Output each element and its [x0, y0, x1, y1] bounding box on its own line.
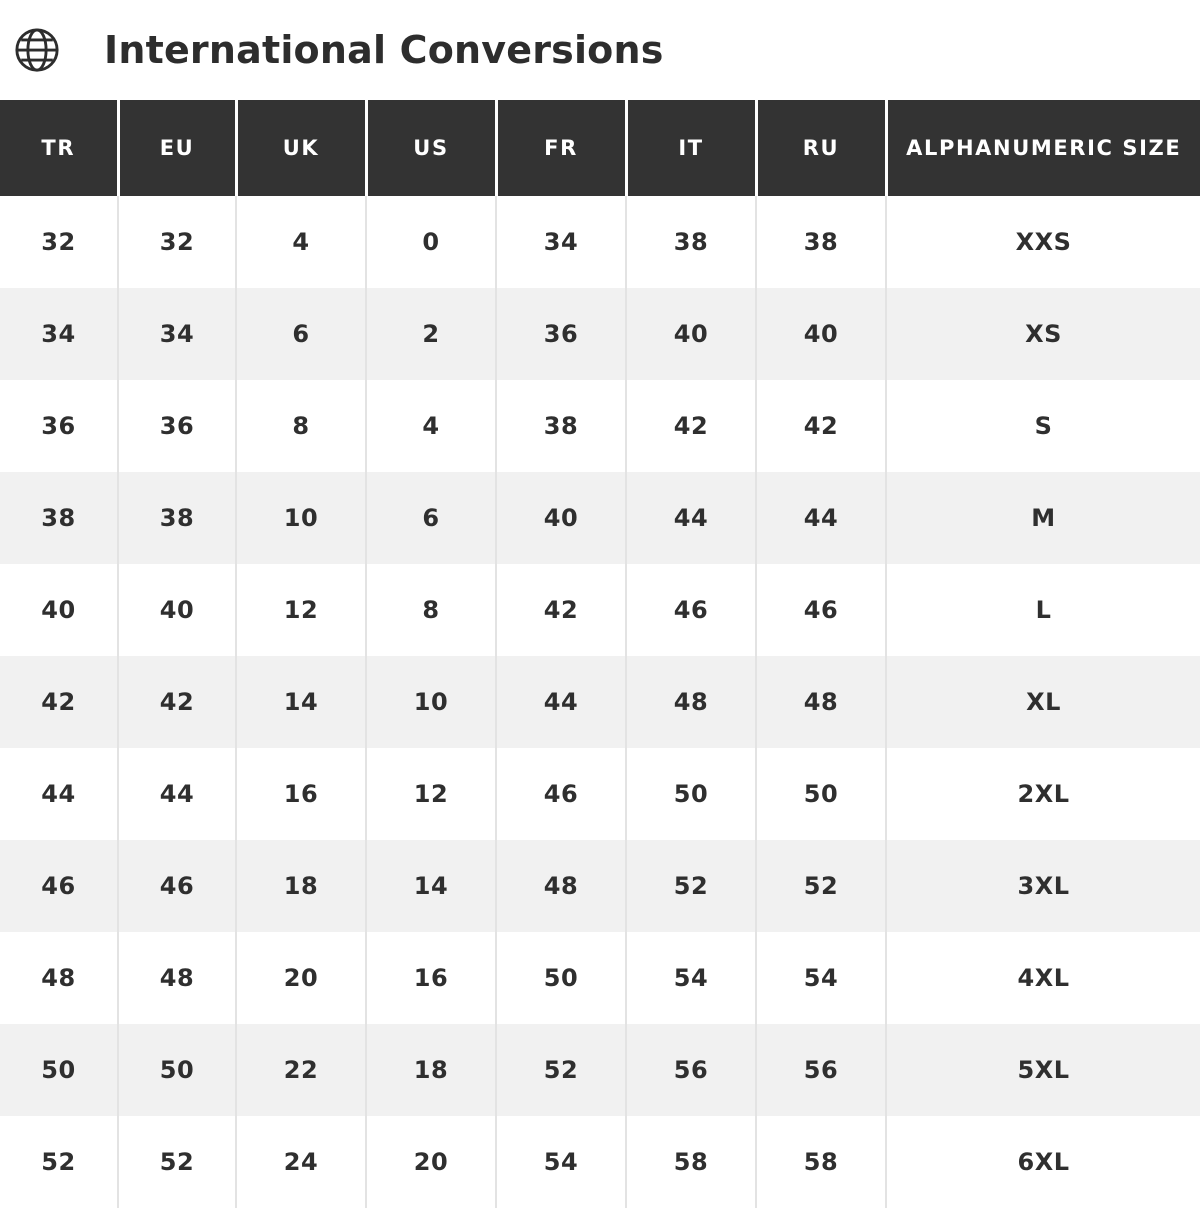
cell-fr: 50 [496, 932, 626, 1024]
cell-alphanumeric: XS [886, 288, 1200, 380]
column-header-tr: TR [0, 100, 118, 196]
cell-it: 56 [626, 1024, 756, 1116]
cell-uk: 14 [236, 656, 366, 748]
cell-eu: 38 [118, 472, 236, 564]
cell-ru: 38 [756, 196, 886, 288]
cell-tr: 48 [0, 932, 118, 1024]
cell-eu: 46 [118, 840, 236, 932]
cell-fr: 40 [496, 472, 626, 564]
cell-us: 6 [366, 472, 496, 564]
cell-uk: 10 [236, 472, 366, 564]
cell-tr: 36 [0, 380, 118, 472]
cell-tr: 46 [0, 840, 118, 932]
cell-ru: 58 [756, 1116, 886, 1208]
table-row [0, 564, 1200, 656]
cell-ru: 52 [756, 840, 886, 932]
cell-it: 52 [626, 840, 756, 932]
cell-fr: 46 [496, 748, 626, 840]
table-row [0, 380, 1200, 472]
table-body [0, 196, 1200, 1208]
table-row [0, 288, 1200, 380]
cell-us: 2 [366, 288, 496, 380]
cell-uk: 8 [236, 380, 366, 472]
cell-it: 58 [626, 1116, 756, 1208]
cell-eu: 36 [118, 380, 236, 472]
cell-tr: 42 [0, 656, 118, 748]
column-header-ru: RU [756, 100, 886, 196]
cell-ru: 42 [756, 380, 886, 472]
cell-eu: 40 [118, 564, 236, 656]
cell-it: 40 [626, 288, 756, 380]
cell-us: 20 [366, 1116, 496, 1208]
cell-us: 16 [366, 932, 496, 1024]
cell-uk: 6 [236, 288, 366, 380]
cell-uk: 20 [236, 932, 366, 1024]
cell-it: 54 [626, 932, 756, 1024]
table-row [0, 656, 1200, 748]
cell-tr: 40 [0, 564, 118, 656]
cell-uk: 18 [236, 840, 366, 932]
table-row [0, 1116, 1200, 1208]
cell-alphanumeric: 3XL [886, 840, 1200, 932]
cell-eu: 44 [118, 748, 236, 840]
cell-it: 44 [626, 472, 756, 564]
cell-eu: 42 [118, 656, 236, 748]
cell-alphanumeric: 4XL [886, 932, 1200, 1024]
cell-us: 4 [366, 380, 496, 472]
cell-fr: 44 [496, 656, 626, 748]
cell-eu: 34 [118, 288, 236, 380]
cell-alphanumeric: 2XL [886, 748, 1200, 840]
cell-uk: 24 [236, 1116, 366, 1208]
table-row [0, 1024, 1200, 1116]
table-row [0, 196, 1200, 288]
cell-eu: 50 [118, 1024, 236, 1116]
cell-ru: 44 [756, 472, 886, 564]
cell-uk: 22 [236, 1024, 366, 1116]
cell-ru: 48 [756, 656, 886, 748]
cell-alphanumeric: XL [886, 656, 1200, 748]
conversion-table [0, 100, 1200, 1208]
cell-fr: 54 [496, 1116, 626, 1208]
table-row [0, 932, 1200, 1024]
cell-it: 50 [626, 748, 756, 840]
cell-fr: 38 [496, 380, 626, 472]
cell-it: 42 [626, 380, 756, 472]
column-header-alphanumeric-size: ALPHANUMERIC SIZE [886, 100, 1200, 196]
cell-uk: 12 [236, 564, 366, 656]
cell-uk: 4 [236, 196, 366, 288]
cell-tr: 34 [0, 288, 118, 380]
column-header-us: US [366, 100, 496, 196]
cell-alphanumeric: XXS [886, 196, 1200, 288]
cell-us: 0 [366, 196, 496, 288]
page-header [0, 0, 1200, 100]
cell-tr: 38 [0, 472, 118, 564]
cell-tr: 52 [0, 1116, 118, 1208]
table-header-row [0, 100, 1200, 196]
column-header-it: IT [626, 100, 756, 196]
cell-us: 8 [366, 564, 496, 656]
cell-alphanumeric: 6XL [886, 1116, 1200, 1208]
cell-ru: 56 [756, 1024, 886, 1116]
cell-fr: 52 [496, 1024, 626, 1116]
page-title: International Conversions [104, 28, 664, 72]
cell-us: 12 [366, 748, 496, 840]
cell-ru: 40 [756, 288, 886, 380]
table-row [0, 748, 1200, 840]
cell-ru: 46 [756, 564, 886, 656]
cell-tr: 44 [0, 748, 118, 840]
cell-eu: 32 [118, 196, 236, 288]
cell-ru: 54 [756, 932, 886, 1024]
cell-tr: 50 [0, 1024, 118, 1116]
cell-alphanumeric: M [886, 472, 1200, 564]
cell-tr: 32 [0, 196, 118, 288]
cell-fr: 42 [496, 564, 626, 656]
table-row [0, 472, 1200, 564]
table-header [0, 100, 1200, 196]
cell-us: 18 [366, 1024, 496, 1116]
cell-alphanumeric: L [886, 564, 1200, 656]
cell-eu: 52 [118, 1116, 236, 1208]
column-header-eu: EU [118, 100, 236, 196]
column-header-fr: FR [496, 100, 626, 196]
cell-fr: 48 [496, 840, 626, 932]
globe-icon [14, 27, 60, 73]
cell-us: 10 [366, 656, 496, 748]
cell-us: 14 [366, 840, 496, 932]
cell-it: 46 [626, 564, 756, 656]
cell-alphanumeric: 5XL [886, 1024, 1200, 1116]
cell-it: 38 [626, 196, 756, 288]
cell-fr: 34 [496, 196, 626, 288]
cell-it: 48 [626, 656, 756, 748]
table-row [0, 840, 1200, 932]
cell-fr: 36 [496, 288, 626, 380]
cell-uk: 16 [236, 748, 366, 840]
cell-eu: 48 [118, 932, 236, 1024]
cell-ru: 50 [756, 748, 886, 840]
cell-alphanumeric: S [886, 380, 1200, 472]
column-header-uk: UK [236, 100, 366, 196]
